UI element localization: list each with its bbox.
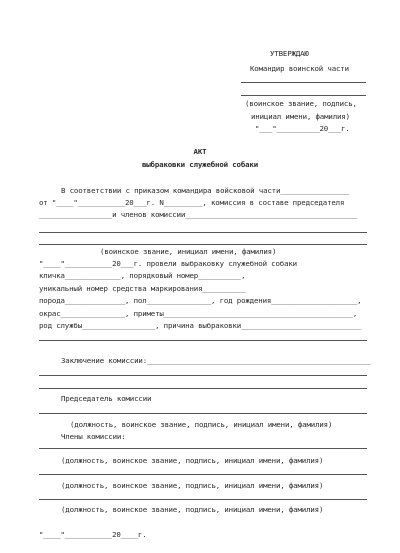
- blank-line: [39, 244, 367, 245]
- members-label: Члены комиссии:: [61, 432, 126, 441]
- signature-line: [39, 448, 367, 449]
- approve-heading: УТВЕРЖДАЮ: [270, 49, 309, 58]
- conclusion-line: Заключение комиссии:____________________________________________________: [61, 356, 371, 365]
- member-caption: (должность, воинское звание, подпись, инициал имени, фамилия): [61, 505, 324, 514]
- dog-name-line: кличка_____________, порядковый номер__________,: [39, 271, 246, 280]
- member-caption: (должность, воинское звание, подпись, инициал имени, фамилия): [61, 481, 324, 490]
- rank-caption: (воинское звание, инициал имени, фамилия): [100, 247, 277, 256]
- document-title: АКТ: [193, 147, 207, 156]
- color-line: окрас_______________, приметы____________________________________________,: [39, 309, 358, 318]
- culling-date-line: "____"___________20___г. провели выбраковку служебной собаки: [39, 259, 297, 268]
- final-date: "____"___________20____г.: [39, 530, 147, 539]
- blank-line: [39, 388, 367, 389]
- signature-line: [39, 499, 367, 500]
- commission-line: _________________и членов комиссии________________________________________: [39, 210, 358, 219]
- chairman-label: Председатель комиссии: [61, 394, 152, 403]
- signature-line: [39, 413, 367, 414]
- order-line: В соответствии с приказом командира войсковой части________________: [61, 186, 350, 195]
- rank-caption: (воинское звание, подпись,: [245, 99, 357, 108]
- chairman-caption: (должность, воинское звание, подпись, инициал имени, фамилия): [70, 420, 333, 429]
- blank-line: [39, 375, 367, 376]
- order-date-line: от "____"___________20___г. N_________, комиссия в составе председателя: [39, 198, 345, 207]
- blank-line: [39, 232, 367, 233]
- document-subtitle: выбраковки служебной собаки: [141, 160, 259, 169]
- service-line: род службы_________________, причина выбраковки____________________________: [39, 321, 362, 330]
- rank-caption: инициал имени, фамилия): [251, 112, 350, 121]
- approval-date: "___"__________20___г.: [255, 124, 350, 133]
- member-caption: (должность, воинское звание, подпись, инициал имени, фамилия): [61, 456, 324, 465]
- signature-line: [241, 95, 366, 96]
- signature-line: [39, 474, 367, 475]
- commander-label: Командир воинской части: [250, 64, 349, 73]
- signature-line: [241, 82, 366, 83]
- blank-line: [39, 340, 367, 341]
- breed-line: порода______________, пол_______________, год рождения____________________,: [39, 296, 362, 305]
- marking-number-line: уникальный номер средства маркирования__________: [39, 284, 246, 293]
